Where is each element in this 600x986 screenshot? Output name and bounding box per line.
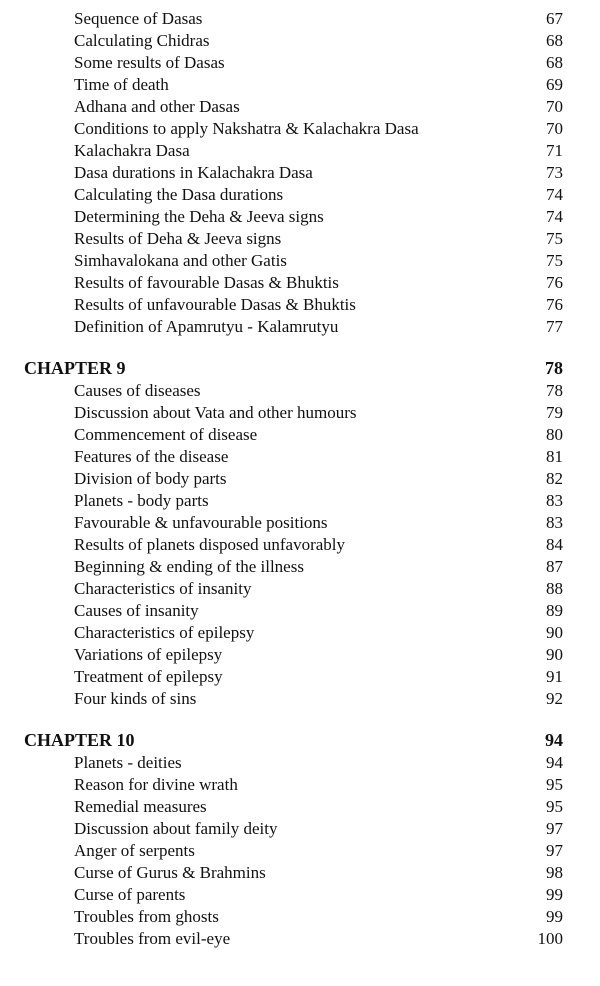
toc-entry — [0, 600, 600, 622]
toc-entry-title: Results of Deha & Jeeva signs — [74, 229, 282, 248]
toc-entry — [0, 622, 600, 644]
toc-entry — [0, 534, 600, 556]
toc-entry — [0, 556, 600, 578]
toc-entry-page-number: 75 — [546, 251, 563, 270]
toc-entry-page-number: 77 — [546, 317, 563, 336]
toc-entry-page-number: 80 — [546, 425, 563, 444]
toc-entry — [0, 74, 600, 96]
toc-entry-title: Troubles from evil-eye — [74, 929, 231, 948]
toc-entry-title: Definition of Apamrutyu - Kalamrutyu — [74, 317, 339, 336]
toc-entry — [0, 796, 600, 818]
toc-entry-page-number: 95 — [546, 775, 563, 794]
toc-entry — [0, 8, 600, 30]
toc-entry — [0, 206, 600, 228]
toc-entry — [0, 490, 600, 512]
toc-entry-page-number: 88 — [546, 579, 563, 598]
toc-entry — [0, 666, 600, 688]
toc-entry-page-number: 98 — [546, 863, 563, 882]
toc-entry — [0, 688, 600, 710]
toc-entry-page-number: 83 — [546, 491, 563, 510]
toc-entry-title: Causes of insanity — [74, 601, 199, 620]
toc-entry-title: Simhavalokana and other Gatis — [74, 251, 287, 270]
section-spacer — [0, 710, 600, 728]
toc-entry — [0, 402, 600, 424]
toc-entry-page-number: 69 — [546, 75, 563, 94]
toc-entry-title: Treatment of epilepsy — [74, 667, 223, 686]
toc-entry — [0, 752, 600, 774]
toc-entry-page-number: 75 — [546, 229, 563, 248]
toc-entry-title: Division of body parts — [74, 469, 227, 488]
toc-entry — [0, 424, 600, 446]
toc-entry-title: Discussion about family deity — [74, 819, 278, 838]
toc-entry — [0, 468, 600, 490]
toc-entry-page-number: 68 — [546, 53, 563, 72]
section-spacer — [0, 338, 600, 356]
toc-entry — [0, 840, 600, 862]
toc-entry-title: Features of the disease — [74, 447, 229, 466]
toc-entry-title: Reason for divine wrath — [74, 775, 238, 794]
toc-entry-title: Kalachakra Dasa — [74, 141, 190, 160]
toc-entry-page-number: 97 — [546, 841, 563, 860]
toc-entry-title: Curse of parents — [74, 885, 186, 904]
toc-entry — [0, 906, 600, 928]
toc-entry-page-number: 76 — [546, 295, 563, 314]
toc-entry-title: Causes of diseases — [74, 381, 201, 400]
toc-entry — [0, 774, 600, 796]
toc-entry-page-number: 67 — [546, 9, 563, 28]
toc-entry — [0, 118, 600, 140]
toc-entry — [0, 644, 600, 666]
toc-entry-title: Calculating Chidras — [74, 31, 210, 50]
toc-entry-page-number: 71 — [546, 141, 563, 160]
toc-entry-page-number: 89 — [546, 601, 563, 620]
toc-entry — [0, 294, 600, 316]
toc-entry-page-number: 68 — [546, 31, 563, 50]
toc-entry-page-number: 73 — [546, 163, 563, 182]
toc-entry-page-number: 90 — [546, 645, 563, 664]
toc-entry-title: Results of favourable Dasas & Bhuktis — [74, 273, 339, 292]
toc-entry-title: Characteristics of insanity — [74, 579, 252, 598]
toc-entry-title: Results of unfavourable Dasas & Bhuktis — [74, 295, 356, 314]
toc-entry-page-number: 90 — [546, 623, 563, 642]
toc-entry — [0, 380, 600, 402]
toc-entry — [0, 140, 600, 162]
toc-entry-page-number: 70 — [546, 119, 563, 138]
toc-entry-title: Planets - body parts — [74, 491, 209, 510]
toc-entry-page-number: 74 — [546, 207, 563, 226]
toc-entry — [0, 162, 600, 184]
toc-entry-title: Anger of serpents — [74, 841, 195, 860]
toc-entry-title: Calculating the Dasa durations — [74, 185, 284, 204]
toc-entry-title: Results of planets disposed unfavorably — [74, 535, 346, 554]
toc-entry-title: Determining the Deha & Jeeva signs — [74, 207, 324, 226]
toc-entry — [0, 862, 600, 884]
toc-entry — [0, 184, 600, 206]
toc-entry — [0, 818, 600, 840]
toc-entry-title: Planets - deities — [74, 753, 182, 772]
toc-entry — [0, 30, 600, 52]
toc-entry-title: Conditions to apply Nakshatra & Kalachakra Dasa — [74, 119, 419, 138]
toc-entry — [0, 928, 600, 950]
toc-entry — [0, 250, 600, 272]
toc-entry-page-number: 92 — [546, 689, 563, 708]
toc-entry-page-number: 91 — [546, 667, 563, 686]
toc-entry-page-number: 99 — [546, 885, 563, 904]
toc-entry-title: Variations of epilepsy — [74, 645, 223, 664]
toc-entry-title: Four kinds of sins — [74, 689, 197, 708]
toc-entry-title: Beginning & ending of the illness — [74, 557, 304, 576]
toc-entry-title: Remedial measures — [74, 797, 207, 816]
toc-entry-title: Discussion about Vata and other humours — [74, 403, 357, 422]
toc-entry-page-number: 76 — [546, 273, 563, 292]
toc-entry-title: Troubles from ghosts — [74, 907, 219, 926]
toc-entry-page-number: 83 — [546, 513, 563, 532]
chapter-title: CHAPTER 9 — [24, 358, 126, 378]
toc-entry-page-number: 99 — [546, 907, 563, 926]
toc-entry-title: Characteristics of epilepsy — [74, 623, 255, 642]
toc-entry-page-number: 87 — [546, 557, 563, 576]
toc-entry-title: Favourable & unfavourable positions — [74, 513, 328, 532]
toc-entry-title: Sequence of Dasas — [74, 9, 203, 28]
toc-entry-title: Adhana and other Dasas — [74, 97, 240, 116]
toc-entry-page-number: 70 — [546, 97, 563, 116]
toc-entry-page-number: 100 — [537, 929, 563, 948]
toc-entry-page-number: 79 — [546, 403, 563, 422]
toc-entry-page-number: 95 — [546, 797, 563, 816]
chapter-heading — [0, 728, 600, 752]
toc-entry-page-number: 78 — [546, 381, 563, 400]
toc-entry-page-number: 97 — [546, 819, 563, 838]
toc-entry — [0, 884, 600, 906]
toc-entry-title: Commencement of disease — [74, 425, 258, 444]
toc-entry — [0, 578, 600, 600]
chapter-page-number: 78 — [545, 358, 563, 378]
toc-entry-page-number: 74 — [546, 185, 563, 204]
toc-entry-title: Time of death — [74, 75, 169, 94]
toc-entry — [0, 52, 600, 74]
toc-entry-page-number: 81 — [546, 447, 563, 466]
toc-entry — [0, 316, 600, 338]
toc-entry-page-number: 82 — [546, 469, 563, 488]
chapter-heading — [0, 356, 600, 380]
toc-entry — [0, 228, 600, 250]
table-of-contents — [0, 8, 600, 950]
toc-entry-title: Dasa durations in Kalachakra Dasa — [74, 163, 313, 182]
toc-entry-title: Some results of Dasas — [74, 53, 225, 72]
toc-entry-title: Curse of Gurus & Brahmins — [74, 863, 266, 882]
toc-entry — [0, 272, 600, 294]
toc-entry — [0, 512, 600, 534]
toc-entry-page-number: 94 — [546, 753, 563, 772]
toc-entry — [0, 446, 600, 468]
chapter-page-number: 94 — [545, 730, 563, 750]
toc-entry-page-number: 84 — [546, 535, 563, 554]
toc-entry — [0, 96, 600, 118]
chapter-title: CHAPTER 10 — [24, 730, 135, 750]
